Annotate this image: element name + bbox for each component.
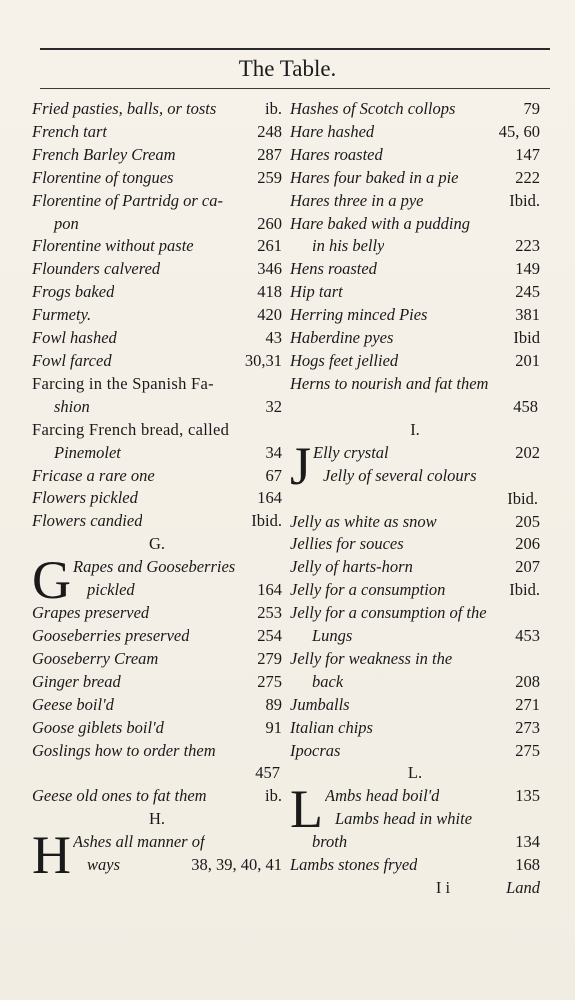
drop-cap-entry-h xyxy=(32,825,282,886)
entry-page: Ibid xyxy=(513,328,540,348)
entry-title: Jumballs xyxy=(290,694,350,714)
entry-title: Gooseberries preserved xyxy=(32,626,190,646)
index-entry xyxy=(290,671,540,694)
entry-title: Jelly for weakness in the xyxy=(290,648,453,668)
entry-title: Hens roasted xyxy=(290,259,377,279)
entry-page: 89 xyxy=(265,694,282,714)
entry-title: Flowers candied xyxy=(32,511,143,531)
section-letter-i: I. xyxy=(410,419,420,439)
index-entry xyxy=(32,625,282,648)
index-entry xyxy=(290,304,540,327)
signature-line xyxy=(290,877,540,900)
index-entry xyxy=(290,694,540,717)
index-entry xyxy=(32,396,282,419)
section-i xyxy=(290,511,540,763)
index-entry xyxy=(290,602,540,625)
index-entry xyxy=(32,167,282,190)
index-entry xyxy=(290,235,540,258)
index-entry xyxy=(32,694,282,717)
entry-page: 206 xyxy=(515,534,540,554)
top-rule xyxy=(40,48,550,50)
entry-title: Goose giblets boil'd xyxy=(32,717,164,737)
index-entry xyxy=(290,121,540,144)
section-letter-h: H. xyxy=(148,809,166,829)
entry-page: 135 xyxy=(515,786,540,806)
index-entry xyxy=(32,304,282,327)
index-entry xyxy=(290,258,540,281)
entry-page: 259 xyxy=(257,167,282,187)
index-entry xyxy=(290,533,540,556)
index-entry xyxy=(290,327,540,350)
entry-page: 458 xyxy=(513,396,538,416)
entry-page: 260 xyxy=(257,213,282,233)
entry-page: 91 xyxy=(265,717,282,737)
entry-title: Frogs baked xyxy=(32,282,115,302)
index-entry xyxy=(290,717,540,740)
entry-page: 271 xyxy=(515,694,540,714)
entry-page: 34 xyxy=(265,442,282,462)
entry-title: Ipocras xyxy=(290,740,341,760)
index-entry xyxy=(290,213,540,236)
index-entry xyxy=(32,327,282,350)
entry-page: 254 xyxy=(257,626,282,646)
entry-page: 67 xyxy=(265,465,282,485)
entry-title: Furmety. xyxy=(32,305,92,325)
entry-page: 453 xyxy=(515,626,540,646)
entry-title-cont: pon xyxy=(54,213,79,233)
entry-page: 147 xyxy=(515,144,540,164)
entry-page: 79 xyxy=(523,99,540,118)
index-entry xyxy=(32,373,282,396)
entry-title: French Barley Cream xyxy=(32,144,176,164)
index-entry xyxy=(32,487,282,510)
entry-page: 248 xyxy=(257,121,282,141)
section-letter-l: L. xyxy=(407,763,423,783)
entry-page: 168 xyxy=(515,855,540,875)
right-column xyxy=(290,98,540,900)
entry-title-cont: ways xyxy=(87,855,120,875)
entry-page: Ibid. xyxy=(509,580,540,600)
entry-page: 275 xyxy=(515,740,540,760)
index-entry xyxy=(32,281,282,304)
section-letter-g: G. xyxy=(148,534,166,554)
entry-page: 32 xyxy=(265,396,282,416)
entry-title: Rapes and Gooseberries xyxy=(73,557,236,577)
entry-title: Florentine of tongues xyxy=(32,167,174,187)
drop-cap-j: J xyxy=(290,435,312,496)
entry-title: Jellies for souces xyxy=(290,534,404,554)
drop-cap-g: G xyxy=(32,550,71,611)
entry-title: Italian chips xyxy=(290,717,373,737)
entry-title: Hares four baked in a pie xyxy=(290,167,459,187)
entry-title: Jelly as white as snow xyxy=(290,511,437,531)
entry-title: Fowl hashed xyxy=(32,328,117,348)
entry-page: 418 xyxy=(257,282,282,302)
index-entry xyxy=(32,510,282,533)
entry-title: Jelly for a consumption xyxy=(290,580,446,600)
drop-cap-h: H xyxy=(32,825,71,886)
index-entry xyxy=(290,350,540,373)
catchword: Land xyxy=(506,878,540,898)
index-entry xyxy=(32,235,282,258)
index-entry xyxy=(32,465,282,488)
entry-title: Gooseberry Cream xyxy=(32,648,159,668)
entry-page: 279 xyxy=(257,648,282,668)
entry-title: Fried pasties, balls, or tosts xyxy=(32,99,217,118)
entry-title-cont: Lungs xyxy=(312,626,353,646)
entry-page: Ibid. xyxy=(251,511,282,531)
entry-title-cont: in his belly xyxy=(312,236,385,256)
entry-page: 207 xyxy=(515,557,540,577)
index-entry xyxy=(290,98,540,121)
entry-page: 38, 39, 40, 41 xyxy=(191,855,282,875)
entry-page: 202 xyxy=(515,442,540,462)
index-entry xyxy=(290,556,540,579)
entry-page: 45, 60 xyxy=(498,121,540,141)
entry-page: 457 xyxy=(255,763,280,783)
entry-page: 223 xyxy=(515,236,540,256)
entry-title: Ambs head boil'd xyxy=(325,786,440,806)
index-entry xyxy=(32,648,282,671)
index-entry xyxy=(290,144,540,167)
index-entry xyxy=(290,167,540,190)
index-entry xyxy=(32,350,282,373)
entry-page: Ibid. xyxy=(509,190,540,210)
index-entry xyxy=(32,717,282,740)
index-entry xyxy=(290,281,540,304)
entry-page: 420 xyxy=(257,305,282,325)
entry-page: 381 xyxy=(515,305,540,325)
drop-cap-entry-g xyxy=(32,550,282,611)
signature-mark: I i xyxy=(435,878,451,898)
entry-title: Hare hashed xyxy=(290,121,375,141)
entry-page: 134 xyxy=(515,832,540,852)
header-rule xyxy=(40,88,550,89)
drop-cap-entry-i xyxy=(290,435,540,496)
entry-title: Jelly of several colours xyxy=(323,465,477,485)
entry-title: Farcing in the Spanish Fa- xyxy=(32,373,214,393)
entry-page: 245 xyxy=(515,282,540,302)
entry-page: 208 xyxy=(515,671,540,691)
index-entry xyxy=(32,258,282,281)
index-entry xyxy=(32,121,282,144)
drop-cap-l: L xyxy=(290,779,323,840)
entry-page: 222 xyxy=(515,167,540,187)
entry-title: Haberdine pyes xyxy=(290,328,394,348)
entry-page: 30,31 xyxy=(244,350,282,370)
entry-title: Flounders calvered xyxy=(32,259,161,279)
index-entry xyxy=(290,579,540,602)
left-column xyxy=(32,98,282,886)
index-entry xyxy=(290,740,540,763)
index-entry xyxy=(32,98,282,121)
entry-title-cont: broth xyxy=(312,832,348,852)
entry-title: Hip tart xyxy=(290,282,343,302)
index-entry xyxy=(290,854,540,877)
entry-page: 164 xyxy=(257,488,282,508)
index-entry xyxy=(32,740,282,763)
index-entry xyxy=(32,442,282,465)
entry-page: ib. xyxy=(265,786,282,806)
entry-title: Geese old ones to fat them xyxy=(32,786,207,806)
entry-title: Hogs feet jellied xyxy=(290,350,399,370)
entry-title-cont: pickled xyxy=(87,580,135,600)
entry-page: 275 xyxy=(257,671,282,691)
entry-title: Lambs stones fryed xyxy=(290,855,418,875)
entry-page: Ibid. xyxy=(507,488,538,508)
section-g xyxy=(32,602,282,762)
entry-title: Florentine of Partridg or ca- xyxy=(32,190,223,210)
index-entry xyxy=(32,213,282,236)
entry-title: Ashes all manner of xyxy=(73,832,205,852)
entry-page: 273 xyxy=(515,717,540,737)
index-entry xyxy=(32,671,282,694)
entry-title: Jelly for a consumption of the xyxy=(290,603,487,623)
entry-title: Geese boil'd xyxy=(32,694,114,714)
entry-title: Grapes preserved xyxy=(32,603,150,623)
entry-page: ib. xyxy=(265,99,282,118)
entry-title: Flowers pickled xyxy=(32,488,138,508)
index-entry xyxy=(32,602,282,625)
entry-title: Hashes of Scotch collops xyxy=(290,99,456,118)
entry-title: Herring minced Pies xyxy=(290,305,428,325)
entry-title: Hare baked with a pudding xyxy=(290,213,470,233)
entry-title: Florentine without paste xyxy=(32,236,194,256)
section-l xyxy=(290,854,540,877)
entry-page: 346 xyxy=(257,259,282,279)
entry-title: Hares roasted xyxy=(290,144,383,164)
index-entry xyxy=(290,190,540,213)
index-entry xyxy=(32,419,282,442)
entry-title: Jelly of harts-horn xyxy=(290,557,413,577)
index-entry xyxy=(290,511,540,534)
entry-title: Ginger bread xyxy=(32,671,121,691)
index-entry xyxy=(290,648,540,671)
entry-title: Herns to nourish and fat them xyxy=(290,373,489,393)
entry-title-cont: shion xyxy=(54,396,90,416)
entry-page: 287 xyxy=(257,144,282,164)
index-entry xyxy=(32,190,282,213)
entry-title: Goslings how to order them xyxy=(32,740,216,760)
entry-title: Elly crystal xyxy=(313,442,389,462)
entry-title: Fowl farced xyxy=(32,350,112,370)
entry-title: Farcing French bread, called xyxy=(32,419,230,439)
entry-page: 201 xyxy=(515,350,540,370)
entry-title: Hares three in a pye xyxy=(290,190,424,210)
index-entry xyxy=(32,144,282,167)
entry-page: 149 xyxy=(515,259,540,279)
entry-page: 205 xyxy=(515,511,540,531)
section-f xyxy=(32,98,282,533)
index-entry xyxy=(290,625,540,648)
entry-page: 43 xyxy=(265,328,282,348)
entry-title: Lambs head in white xyxy=(335,809,473,829)
entry-title-cont: back xyxy=(312,671,344,691)
drop-cap-entry-l xyxy=(290,779,540,840)
index-entry xyxy=(290,373,540,396)
entry-page: 261 xyxy=(257,236,282,256)
entry-title: Fricase a rare one xyxy=(32,465,155,485)
index-entry xyxy=(32,785,282,808)
entry-title: French tart xyxy=(32,121,107,141)
page-title: The Table. xyxy=(238,56,337,81)
entry-page: 164 xyxy=(257,580,282,600)
index-entry xyxy=(290,831,540,854)
entry-page: 253 xyxy=(257,603,282,623)
entry-title-cont: Pinemolet xyxy=(54,442,121,462)
section-h xyxy=(290,98,540,396)
